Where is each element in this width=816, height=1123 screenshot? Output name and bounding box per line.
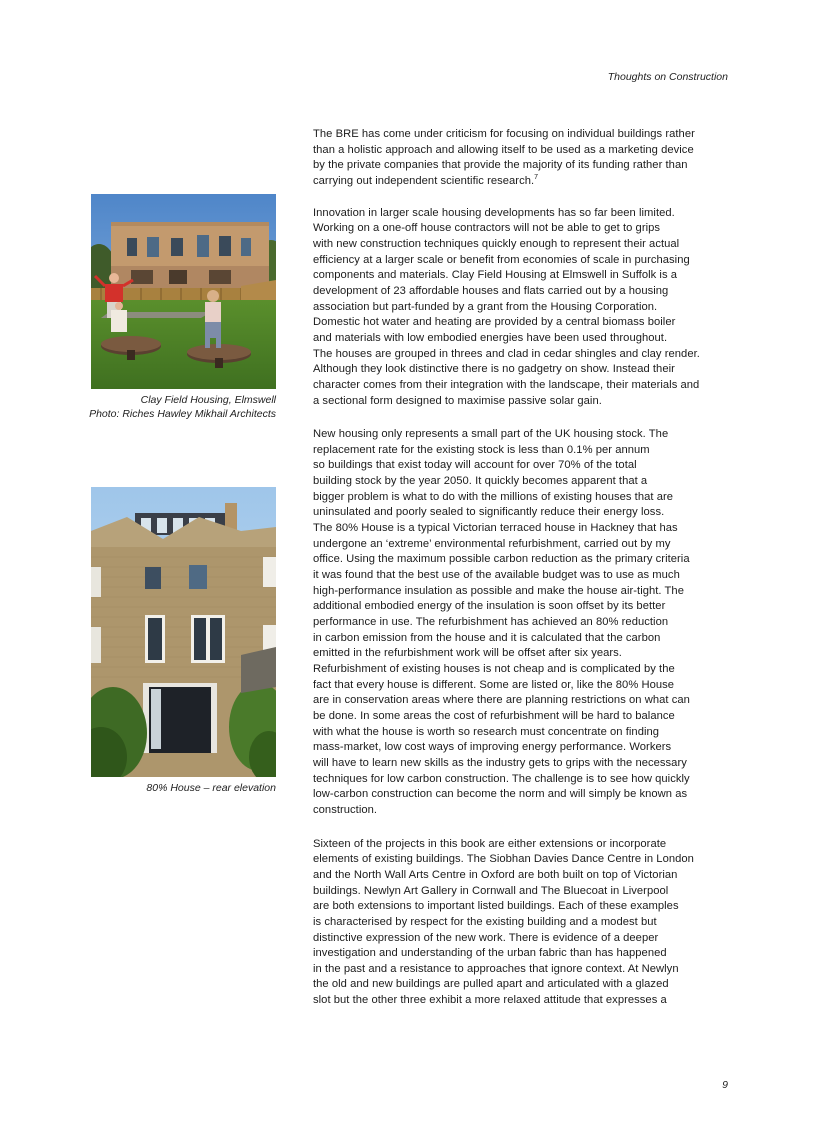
body-text-column xyxy=(313,127,731,1009)
body-paragraph-2: Innovation in larger scale housing developments has so far been limited. Working on a one-off house contractors will not be able to get to grips with new construction techniques quickly enough to represent their actual efficiency at a larger scale or benefit from economies of scale in purchasing components and materials. Clay Field Housing at Elmswell in Suffolk is a development of 23 affordable houses and flats carried out by a housing association but part-funded by a grant from the Housing Corporation. Domestic hot water and heating are provided by a central biomass boiler and materials with low embodied energies have been used throughout. The houses are grouped in threes and clad in cedar shingles and clay render. Although they look distinctive there is no gadgetry on show. Instead their character comes from their integration with the landscape, their materials and a sectional form designed to maximise passive solar gain. xyxy=(313,206,700,407)
caption-credit: Photo: Riches Hawley Mikhail Architects xyxy=(89,408,276,420)
80-percent-house-photo xyxy=(91,487,276,777)
figure-caption-2 xyxy=(56,781,276,795)
page-number: 9 xyxy=(722,1079,728,1091)
caption-title: Clay Field Housing, Elmswell xyxy=(140,394,276,406)
footnote-reference: 7 xyxy=(534,173,539,181)
figure-caption-1 xyxy=(56,393,276,421)
body-paragraph-1 xyxy=(313,127,731,190)
caption-title: 80% House – rear elevation xyxy=(146,782,276,794)
body-paragraph-3: New housing only represents a small part of the UK housing stock. The replacement rate for the existing stock is less than 0.1% per annum so buildings that exist today will account for over 70% of the total building stock by the year 2050. It quickly becomes apparent that a bigger problem is what to do with the millions of existing houses that are uninsulated and poorly sealed to significantly reduce their energy loss. The 80% House is a typical Victorian terraced house in Hackney that has undergone an ‘extreme’ environmental refurbishment, carried out by my office. Using the maximum possible carbon reduction as the primary criteria it was found that the best use of the available budget was to use as much high-performance insulation as possible and make the house air-tight. The additional embodied energy of the insulation is soon offset by its better performance in use. The refurbishment has achieved an 80% reduction in carbon emission from the house and it is calculated that the carbon emitted in the refurbishment work will be offset after six years. Refurbishment of existing houses is not cheap and is complicated by the fact that every house is different. Some are listed or, like the 80% House are in conservation areas where there are planning restrictions on what can be done. In some areas the cost of refurbishment will be hard to balance with what the house is worth so research must concentrate on finding mass-market, low cost ways of improving energy performance. Workers will have to learn new skills as the industry gets to grips with the necessary techniques for low carbon construction. The challenge is to see how quickly low-carbon construction can become the norm and will simply be known as construction. xyxy=(313,428,690,816)
running-head: Thoughts on Construction xyxy=(607,71,728,83)
paragraph-text: The BRE has come under criticism for focusing on individual buildings rather than a holistic approach and allowing itself to be used as a marketing device by the private companies that provide the majority of its funding rather than carrying out independent scientific research. xyxy=(313,128,695,187)
clay-field-housing-photo xyxy=(91,194,276,389)
body-paragraph-4: Sixteen of the projects in this book are either extensions or incorporate elements of existing buildings. The Siobhan Davies Dance Centre in London and the North Wall Arts Centre in Oxford are both built on top of Victorian buildings. Newlyn Art Gallery in Cornwall and The Bluecoat in Liverpool are both extensions to important listed buildings. Each of these examples is characterised by respect for the existing building and a modest but distinctive expression of the new work. There is evidence of a deeper investigation and understanding of the urban fabric than has happened in the past and a resistance to approaches that ignore context. At Newlyn the old and new buildings are pulled apart and articulated with a glazed slot but the other three exhibit a more relaxed attitude that expresses a xyxy=(313,837,694,1007)
